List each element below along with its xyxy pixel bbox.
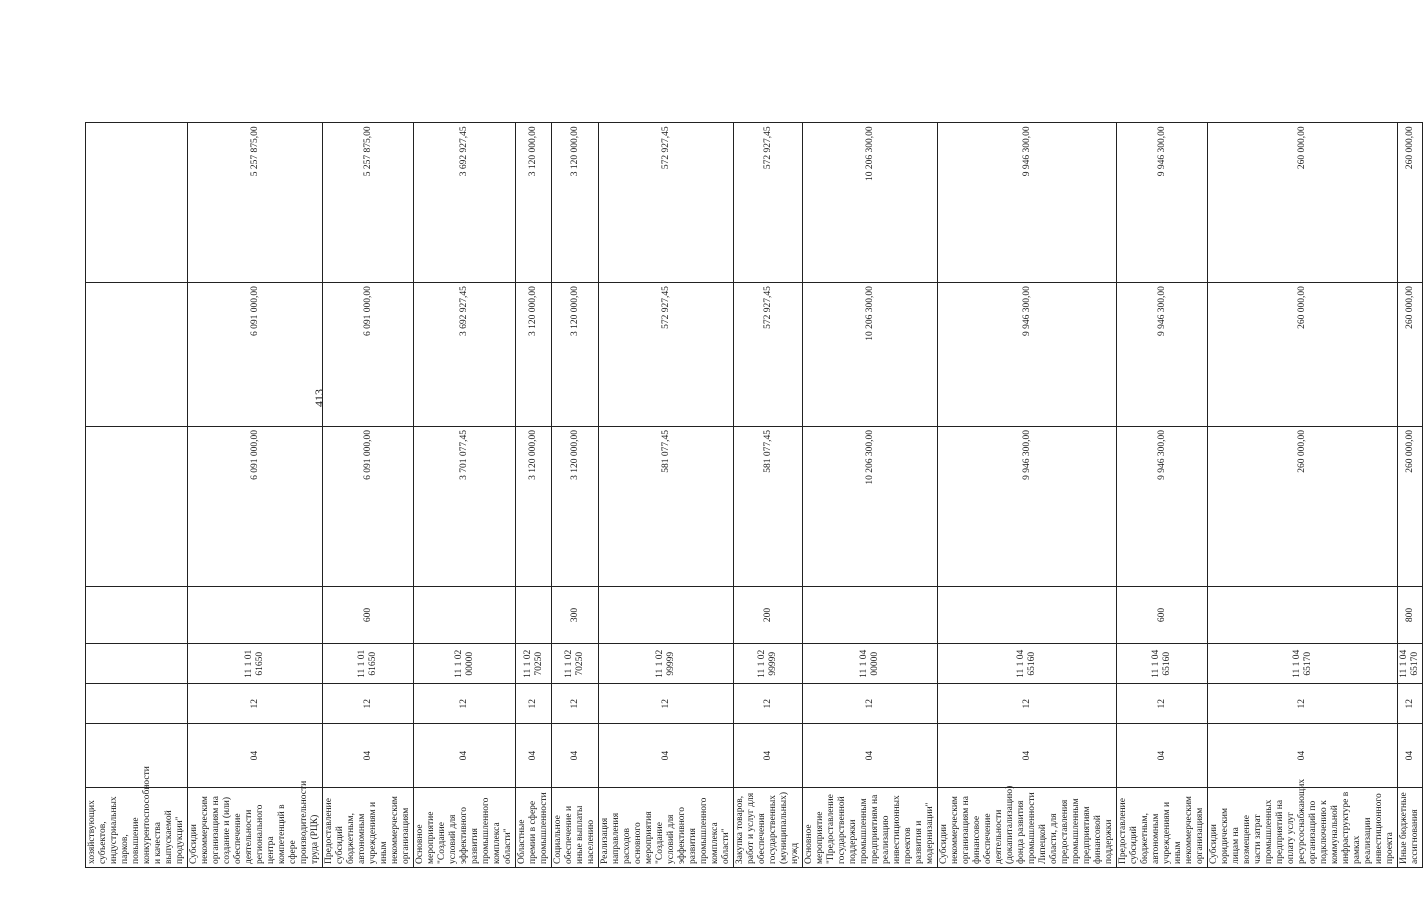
row-sum-2: 572 927,45 bbox=[599, 283, 734, 427]
table-row bbox=[1208, 29, 1398, 868]
row-sum-2: 3 120 000,00 bbox=[516, 283, 552, 427]
row-name: Субсидии некоммерческим организациям на создание и (или) обеспечение деятельности регионального центра компетенций в сфере производительности труда (РЦК) bbox=[188, 788, 323, 868]
row-name: Иные бюджетные ассигнования bbox=[1398, 788, 1423, 868]
row-subsection: 12 bbox=[599, 684, 734, 724]
row-subsection: 12 bbox=[552, 684, 599, 724]
row-sum-3: 5 257 875,00 bbox=[188, 123, 323, 283]
table-row bbox=[414, 29, 516, 868]
row-expense-type bbox=[414, 586, 516, 644]
row-sum-3: 260 000,00 bbox=[1208, 123, 1398, 283]
table-row bbox=[734, 29, 803, 868]
table-row bbox=[599, 29, 734, 868]
row-target-article: 11 1 02 70250 bbox=[516, 644, 552, 684]
row-name: Социальное обеспечение и иные выплаты населению bbox=[552, 788, 599, 868]
row-sum-2: 3 692 927,45 bbox=[414, 283, 516, 427]
row-subsection: 12 bbox=[323, 684, 414, 724]
row-subsection bbox=[86, 684, 188, 724]
row-sum-2: 260 000,00 bbox=[1398, 283, 1423, 427]
row-name: Основное мероприятие "Создание условий для эффективного развития промышленного комплекса области" bbox=[414, 788, 516, 868]
row-sum-3: 260 000,00 bbox=[1398, 123, 1423, 283]
row-expense-type bbox=[1208, 586, 1398, 644]
row-subsection: 12 bbox=[188, 684, 323, 724]
row-chapter: 04 bbox=[734, 724, 803, 788]
row-subsection: 12 bbox=[414, 684, 516, 724]
row-sum-2: 9 946 300,00 bbox=[1117, 283, 1208, 427]
row-subsection: 12 bbox=[1117, 684, 1208, 724]
budget-table bbox=[85, 28, 1423, 868]
row-sum-1: 9 946 300,00 bbox=[938, 426, 1117, 586]
row-subsection: 12 bbox=[516, 684, 552, 724]
row-sum-1: 6 091 000,00 bbox=[188, 426, 323, 586]
row-subsection: 12 bbox=[803, 684, 938, 724]
table-row bbox=[1398, 29, 1423, 868]
row-sum-3: 3 120 000,00 bbox=[552, 123, 599, 283]
row-expense-type: 600 bbox=[323, 586, 414, 644]
row-chapter: 04 bbox=[323, 724, 414, 788]
row-chapter: 04 bbox=[1208, 724, 1398, 788]
row-subsection: 12 bbox=[938, 684, 1117, 724]
row-expense-type bbox=[803, 586, 938, 644]
row-sum-3: 572 927,45 bbox=[734, 123, 803, 283]
row-sum-2: 260 000,00 bbox=[1208, 283, 1398, 427]
page-number: 413 bbox=[312, 389, 326, 407]
row-chapter: 04 bbox=[414, 724, 516, 788]
row-subsection: 12 bbox=[1398, 684, 1423, 724]
row-name: Основное мероприятие "Предоставление государственной поддержки промышленным предприятиям на реализацию инвестиционных проектов развития и модернизации" bbox=[803, 788, 938, 868]
row-chapter: 04 bbox=[552, 724, 599, 788]
row-target-article: 11 1 02 00000 bbox=[414, 644, 516, 684]
row-chapter: 04 bbox=[1398, 724, 1423, 788]
row-chapter: 04 bbox=[516, 724, 552, 788]
table-row bbox=[516, 29, 552, 868]
row-target-article: 11 1 04 65170 bbox=[1398, 644, 1423, 684]
table-row bbox=[552, 29, 599, 868]
table-row bbox=[938, 29, 1117, 868]
table-row bbox=[1117, 29, 1208, 868]
row-sum-3: 10 206 300,00 bbox=[803, 123, 938, 283]
row-chapter: 04 bbox=[938, 724, 1117, 788]
row-chapter: 04 bbox=[599, 724, 734, 788]
row-subsection: 12 bbox=[734, 684, 803, 724]
row-sum-1: 10 206 300,00 bbox=[803, 426, 938, 586]
row-name: Субсидии некоммерческим организациям на финансовое обеспечение деятельности (докапитализацию) фонда развития промышленности Липецкой области, для предоставления промышленным предприятиям финансовой поддержки bbox=[938, 788, 1117, 868]
row-expense-type bbox=[86, 586, 188, 644]
row-name: Областные премии в сфере промышленности bbox=[516, 788, 552, 868]
row-target-article: 11 1 01 61650 bbox=[188, 644, 323, 684]
row-expense-type bbox=[188, 586, 323, 644]
row-sum-2: 6 091 000,00 bbox=[323, 283, 414, 427]
row-chapter: 04 bbox=[803, 724, 938, 788]
row-target-article: 11 1 04 65170 bbox=[1208, 644, 1398, 684]
row-sum-3: 5 257 875,00 bbox=[323, 123, 414, 283]
row-sum-1: 3 120 000,00 bbox=[516, 426, 552, 586]
row-sum-2: 9 946 300,00 bbox=[938, 283, 1117, 427]
row-sum-3: 9 946 300,00 bbox=[938, 123, 1117, 283]
row-sum-1: 9 946 300,00 bbox=[1117, 426, 1208, 586]
row-sum-2: 3 120 000,00 bbox=[552, 283, 599, 427]
row-expense-type: 600 bbox=[1117, 586, 1208, 644]
row-name: Предоставление субсидий бюджетным, автономным учреждениям и иным некоммерческим организациям bbox=[1117, 788, 1208, 868]
row-sum-2: 6 091 000,00 bbox=[188, 283, 323, 427]
row-target-article: 11 1 01 61650 bbox=[323, 644, 414, 684]
row-sum-1: 6 091 000,00 bbox=[323, 426, 414, 586]
table-row bbox=[188, 29, 323, 868]
row-sum-3: 3 692 927,45 bbox=[414, 123, 516, 283]
row-sum-3: 3 120 000,00 bbox=[516, 123, 552, 283]
row-sum-2 bbox=[86, 283, 188, 427]
budget-table-wrapper bbox=[85, 28, 1420, 868]
row-target-article: 11 1 04 65160 bbox=[1117, 644, 1208, 684]
row-expense-type bbox=[599, 586, 734, 644]
row-name: Субсидии юридическим лицам на возмещение части затрат промышленных предприятий на оплату услуг ресурсоснабжающих организаций по подключению к коммунальной инфраструктуре в рамках реализации инвестиционного проекта bbox=[1208, 788, 1398, 868]
row-expense-type bbox=[938, 586, 1117, 644]
row-target-article: 11 1 04 00000 bbox=[803, 644, 938, 684]
row-target-article: 11 1 02 99999 bbox=[599, 644, 734, 684]
row-target-article: 11 1 02 70250 bbox=[552, 644, 599, 684]
row-target-article bbox=[86, 644, 188, 684]
row-chapter: 04 bbox=[188, 724, 323, 788]
row-expense-type: 300 bbox=[552, 586, 599, 644]
row-sum-1: 3 120 000,00 bbox=[552, 426, 599, 586]
row-target-article: 11 1 02 99999 bbox=[734, 644, 803, 684]
row-target-article: 11 1 04 65160 bbox=[938, 644, 1117, 684]
row-name: хозяйствующих субъектов, индустриальных парков, повышение конкурентоспособности и качества выпускаемой продукции" bbox=[86, 788, 188, 868]
row-sum-3: 9 946 300,00 bbox=[1117, 123, 1208, 283]
row-chapter: 04 bbox=[1117, 724, 1208, 788]
table-row bbox=[323, 29, 414, 868]
row-sum-1: 260 000,00 bbox=[1208, 426, 1398, 586]
row-name: Реализация направления расходов основного мероприятия "Создание условий для эффективного развития промышленного комплекса области" bbox=[599, 788, 734, 868]
table-row bbox=[803, 29, 938, 868]
row-sum-2: 10 206 300,00 bbox=[803, 283, 938, 427]
row-expense-type: 200 bbox=[734, 586, 803, 644]
row-name: Закупка товаров, работ и услуг для обеспечения государственных (муниципальных) нужд bbox=[734, 788, 803, 868]
row-sum-2: 572 927,45 bbox=[734, 283, 803, 427]
row-sum-1: 260 000,00 bbox=[1398, 426, 1423, 586]
row-expense-type: 800 bbox=[1398, 586, 1423, 644]
row-sum-1: 581 077,45 bbox=[599, 426, 734, 586]
row-sum-3: 572 927,45 bbox=[599, 123, 734, 283]
row-sum-1 bbox=[86, 426, 188, 586]
row-sum-3 bbox=[86, 123, 188, 283]
row-sum-1: 581 077,45 bbox=[734, 426, 803, 586]
row-subsection: 12 bbox=[1208, 684, 1398, 724]
row-chapter bbox=[86, 724, 188, 788]
row-expense-type bbox=[516, 586, 552, 644]
row-sum-1: 3 701 077,45 bbox=[414, 426, 516, 586]
table-row bbox=[86, 29, 188, 868]
row-name: Предоставление субсидий бюджетным, автономным учреждениям и иным некоммерческим организациям bbox=[323, 788, 414, 868]
